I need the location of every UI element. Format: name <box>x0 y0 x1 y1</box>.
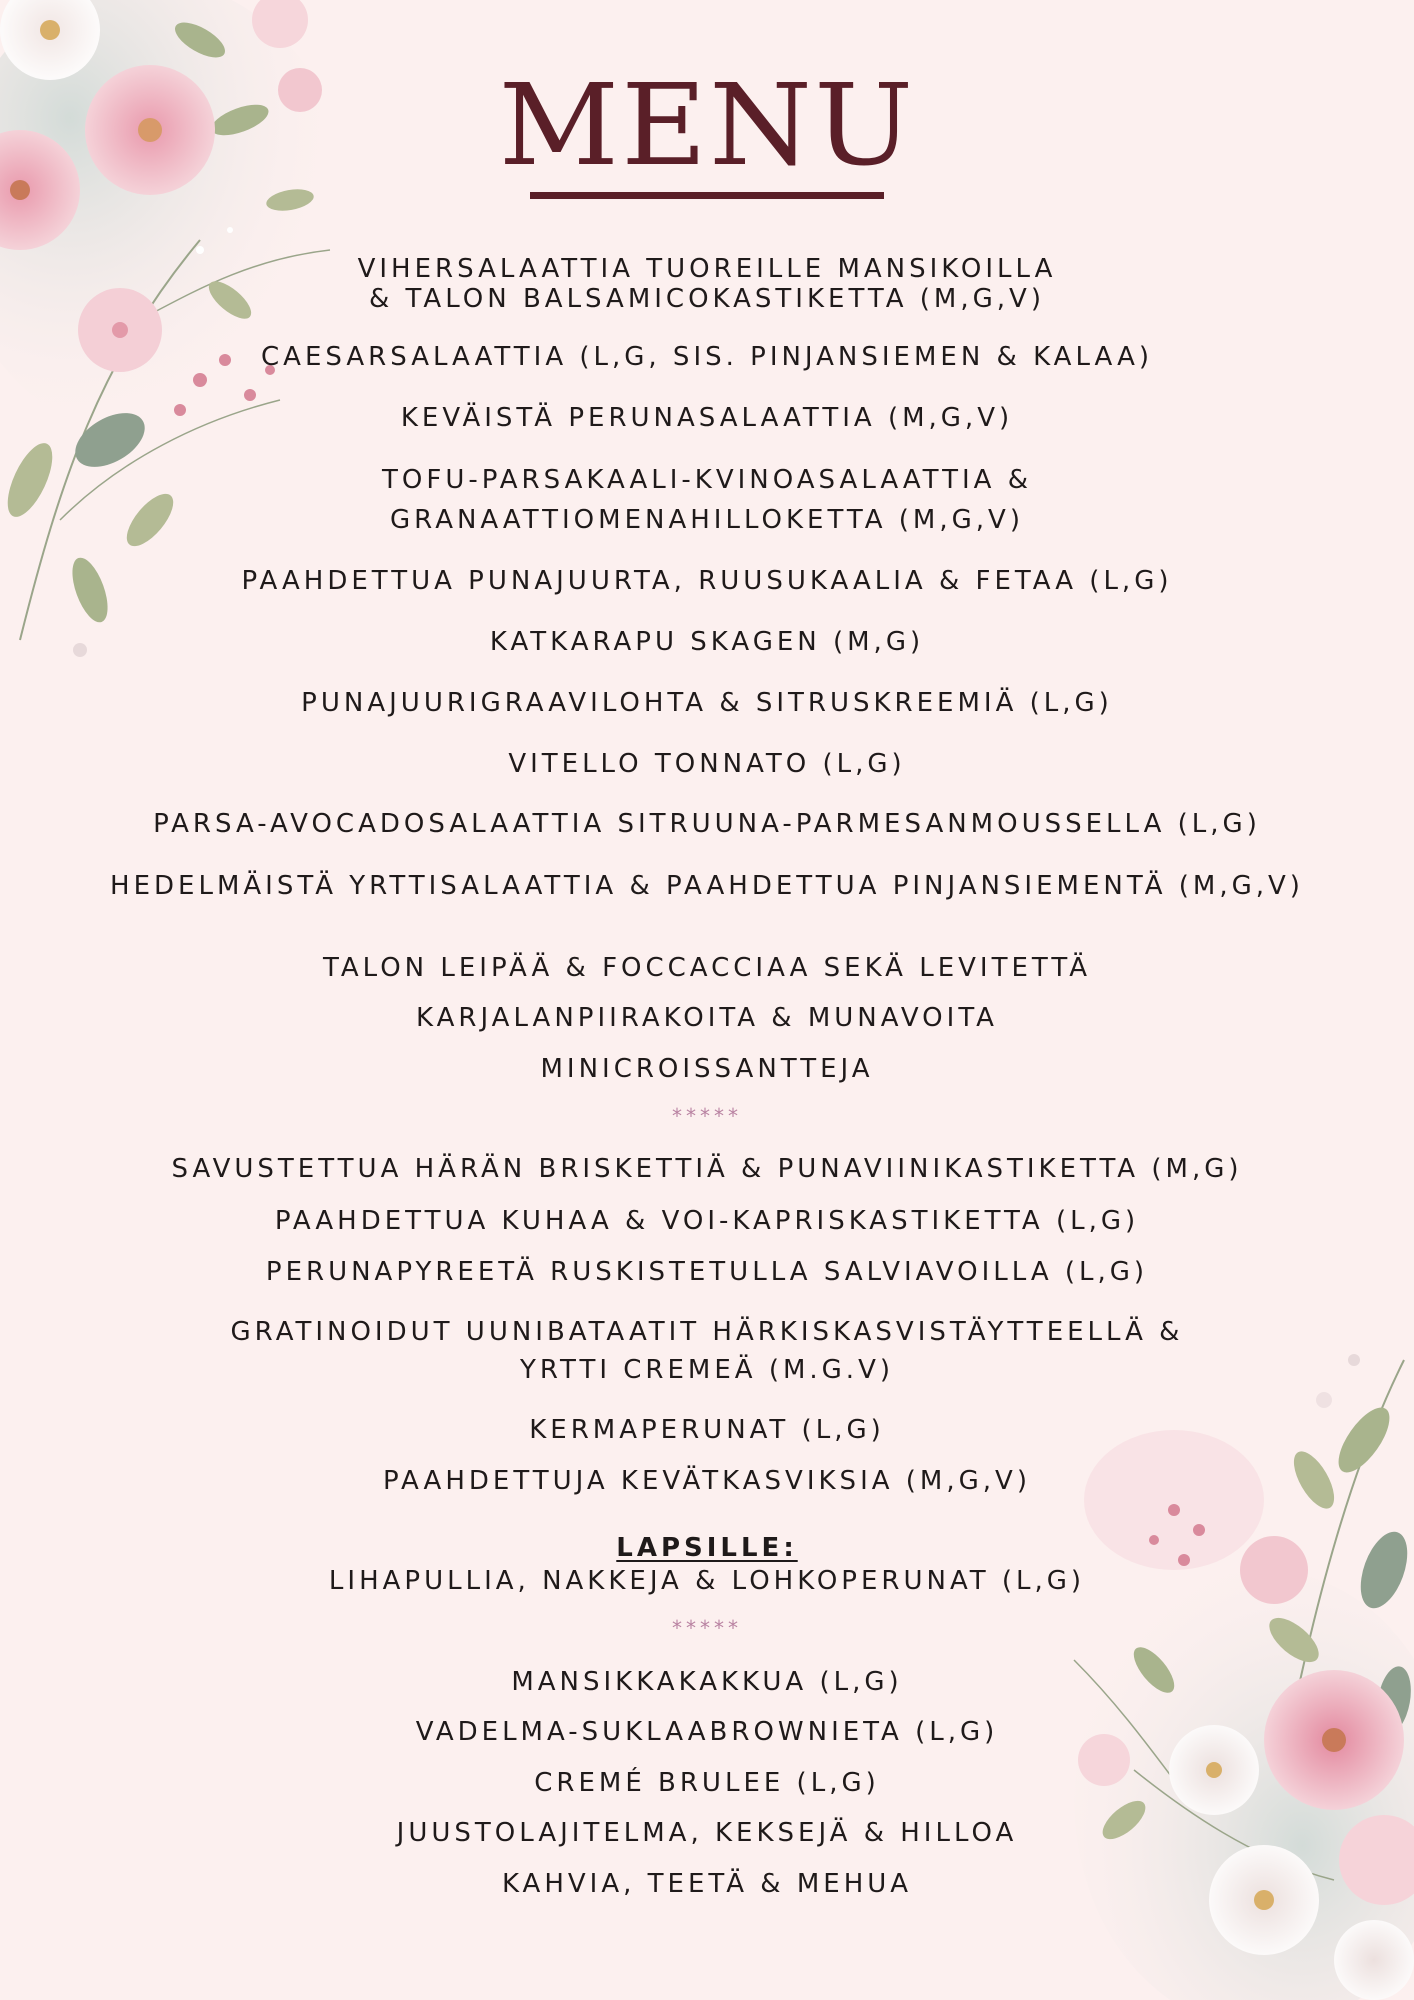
kids-heading-text: LAPSILLE: <box>616 1533 798 1563</box>
menu-item-dessert-1: MANSIKKAKAKKUA (L,G) <box>511 1667 903 1697</box>
section-separator-1: ***** <box>672 1104 742 1128</box>
menu-item-main-5: KERMAPERUNAT (L,G) <box>529 1415 885 1445</box>
kids-heading <box>0 1535 1414 1561</box>
menu-item-salad-8: VITELLO TONNATO (L,G) <box>508 749 906 779</box>
menu-item-salad-5: PAAHDETTUA PUNAJUURTA, RUUSUKAALIA & FETAA (L,G) <box>241 566 1173 596</box>
menu-item-salad-4a: TOFU-PARSAKAALI-KVINOASALAATTIA & <box>382 465 1032 495</box>
menu-item-dessert-4: JUUSTOLAJITELMA, KEKSEJÄ & HILLOA <box>396 1818 1018 1848</box>
menu-item-salad-10: HEDELMÄISTÄ YRTTISALAATTIA & PAAHDETTUA PINJANSIEMENTÄ (M,G,V) <box>110 871 1304 901</box>
menu-item-dessert-5: KAHVIA, TEETÄ & MEHUA <box>501 1869 913 1899</box>
menu-item-main-1: SAVUSTETTUA HÄRÄN BRISKETTIÄ & PUNAVIINIKASTIKETTA (M,G) <box>171 1154 1243 1184</box>
menu-title: MENU <box>498 61 916 191</box>
menu-item-main-6: PAAHDETTUJA KEVÄTKASVIKSIA (M,G,V) <box>383 1466 1031 1496</box>
menu-item-salad-7: PUNAJUURIGRAAVILOHTA & SITRUSKREEMIÄ (L,G) <box>301 688 1113 718</box>
menu-item-salad-3: KEVÄISTÄ PERUNASALAATTIA (M,G,V) <box>400 403 1014 433</box>
menu-item-main-4b: YRTTI CREMEÄ (M.G.V) <box>519 1355 895 1385</box>
menu-item-bread-3: MINICROISSANTTEJA <box>540 1054 874 1084</box>
menu-item-salad-6: KATKARAPU SKAGEN (M,G) <box>489 627 925 657</box>
menu-item-kids: LIHAPULLIA, NAKKEJA & LOHKOPERUNAT (L,G) <box>328 1566 1086 1596</box>
menu-item-main-4a: GRATINOIDUT UUNIBATAATIT HÄRKISKASVISTÄYTTEELLÄ & <box>230 1317 1184 1347</box>
menu-item-salad-9: PARSA-AVOCADOSALAATTIA SITRUUNA-PARMESANMOUSSELLA (L,G) <box>153 809 1261 839</box>
menu-item-bread-2: KARJALANPIIRAKOITA & MUNAVOITA <box>416 1003 998 1033</box>
menu-item-main-3: PERUNAPYREETÄ RUSKISTETULLA SALVIAVOILLA (L,G) <box>265 1257 1149 1287</box>
menu-item-salad-2: CAESARSALAATTIA (L,G, SIS. PINJANSIEMEN & KALAA) <box>261 342 1153 372</box>
title-underline <box>530 192 884 199</box>
menu-item-salad-1b: & TALON BALSAMICOKASTIKETTA (M,G,V) <box>369 284 1045 314</box>
menu-item-dessert-2: VADELMA-SUKLAABROWNIETA (L,G) <box>415 1717 999 1747</box>
menu-item-dessert-3: CREMÉ BRULEE (L,G) <box>534 1768 880 1798</box>
section-separator-2: ***** <box>672 1616 742 1640</box>
menu-item-main-2: PAAHDETTUA KUHAA & VOI-KAPRISKASTIKETTA (L,G) <box>274 1206 1140 1236</box>
menu-item-salad-1a: VIHERSALAATTIA TUOREILLE MANSIKOILLA <box>357 254 1057 284</box>
menu-item-salad-4b: GRANAATTIOMENAHILLOKETTA (M,G,V) <box>390 505 1024 535</box>
menu-item-bread-1: TALON LEIPÄÄ & FOCCACCIAA SEKÄ LEVITETTÄ <box>322 953 1091 983</box>
